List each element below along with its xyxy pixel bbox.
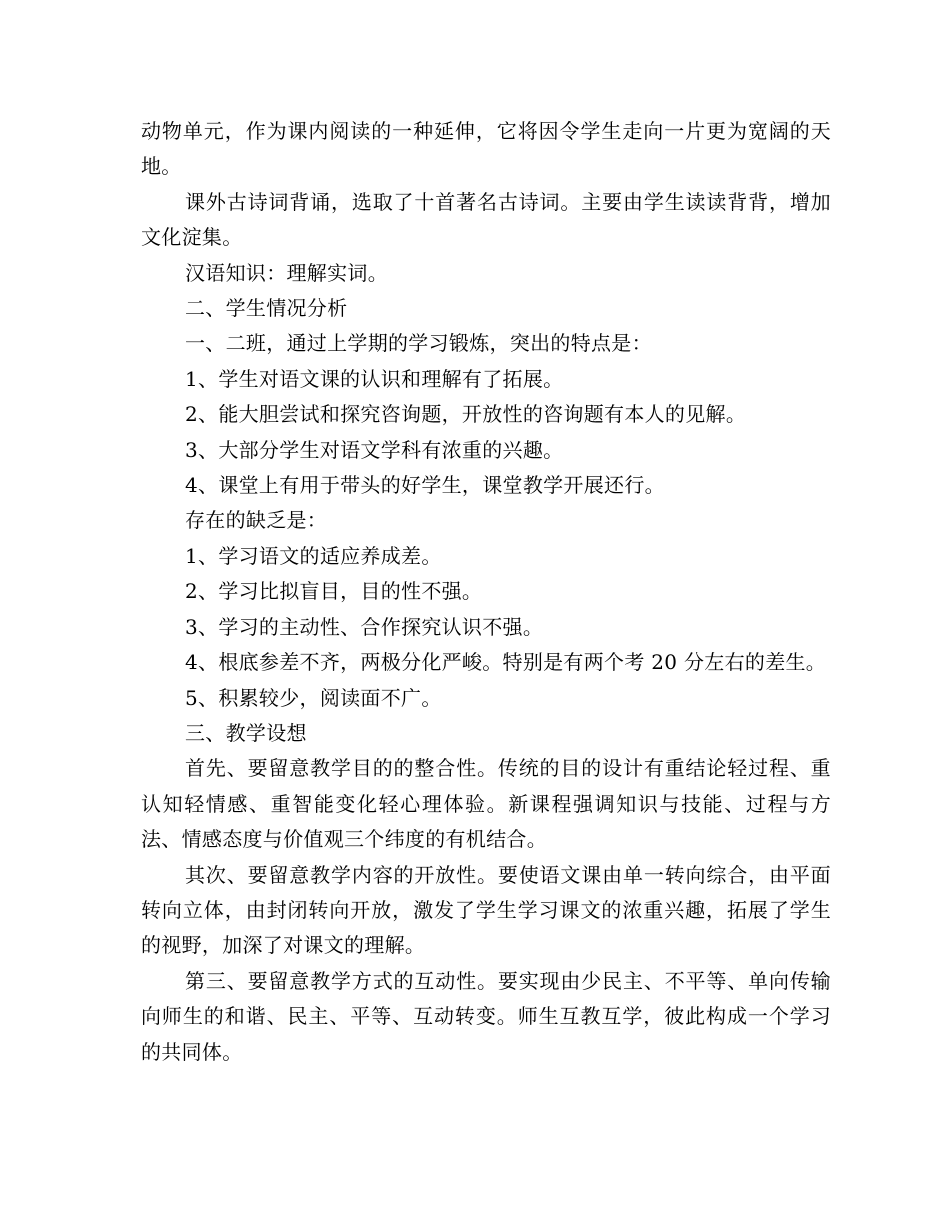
paragraph: 其次、要留意教学内容的开放性。要使语文课由单一转向综合，由平面转向立体，由封闭转向开放，激发了学生学习课文的浓重兴趣，拓展了学生的视野，加深了对课文的理解。 bbox=[141, 862, 831, 958]
list-item: 5、积累较少，阅读面不广。 bbox=[185, 685, 442, 710]
paragraph: 汉语知识：理解实词。 bbox=[185, 260, 388, 285]
list-item: 4、课堂上有用于带头的好学生，课堂教学开展还行。 bbox=[185, 473, 665, 498]
section-heading: 二、学生情况分析 bbox=[185, 296, 348, 321]
paragraph: 动物单元，作为课内阅读的一种延伸，它将因令学生走向一片更为宽阔的天地。 bbox=[141, 119, 831, 179]
list-item: 1、学生对语文课的认识和理解有了拓展。 bbox=[185, 366, 564, 391]
list-item: 1、学习语文的适应养成差。 bbox=[185, 543, 442, 568]
document-body bbox=[141, 114, 831, 1070]
list-item: 2、能大胆尝试和探究咨询题，开放性的咨询题有本人的见解。 bbox=[185, 402, 747, 427]
paragraph: 第三、要留意教学方式的互动性。要实现由少民主、不平等、单向传输向师生的和谐、民主、平等、互动转变。师生互教互学，彼此构成一个学习的共同体。 bbox=[141, 968, 831, 1064]
list-item: 3、大部分学生对语文学科有浓重的兴趣。 bbox=[185, 437, 564, 462]
section-heading: 三、教学设想 bbox=[185, 720, 307, 745]
paragraph: 课外古诗词背诵，选取了十首著名古诗词。主要由学生读读背背，增加文化淀集。 bbox=[141, 189, 831, 250]
list-item: 4、根底参差不齐，两极分化严峻。特别是有两个考 20 分左右的差生。 bbox=[185, 650, 827, 675]
paragraph: 首先、要留意教学目的的整合性。传统的目的设计有重结论轻过程、重认知轻情感、重智能变化轻心理体验。新课程强调知识与技能、过程与方法、情感态度与价值观三个纬度的有机结合。 bbox=[141, 756, 831, 852]
paragraph: 存在的缺乏是： bbox=[185, 508, 328, 533]
list-item: 2、学习比拟盲目，目的性不强。 bbox=[185, 579, 483, 604]
list-item: 3、学习的主动性、合作探究认识不强。 bbox=[185, 614, 544, 639]
paragraph: 一、二班，通过上学期的学习锻炼，突出的特点是： bbox=[185, 331, 652, 356]
